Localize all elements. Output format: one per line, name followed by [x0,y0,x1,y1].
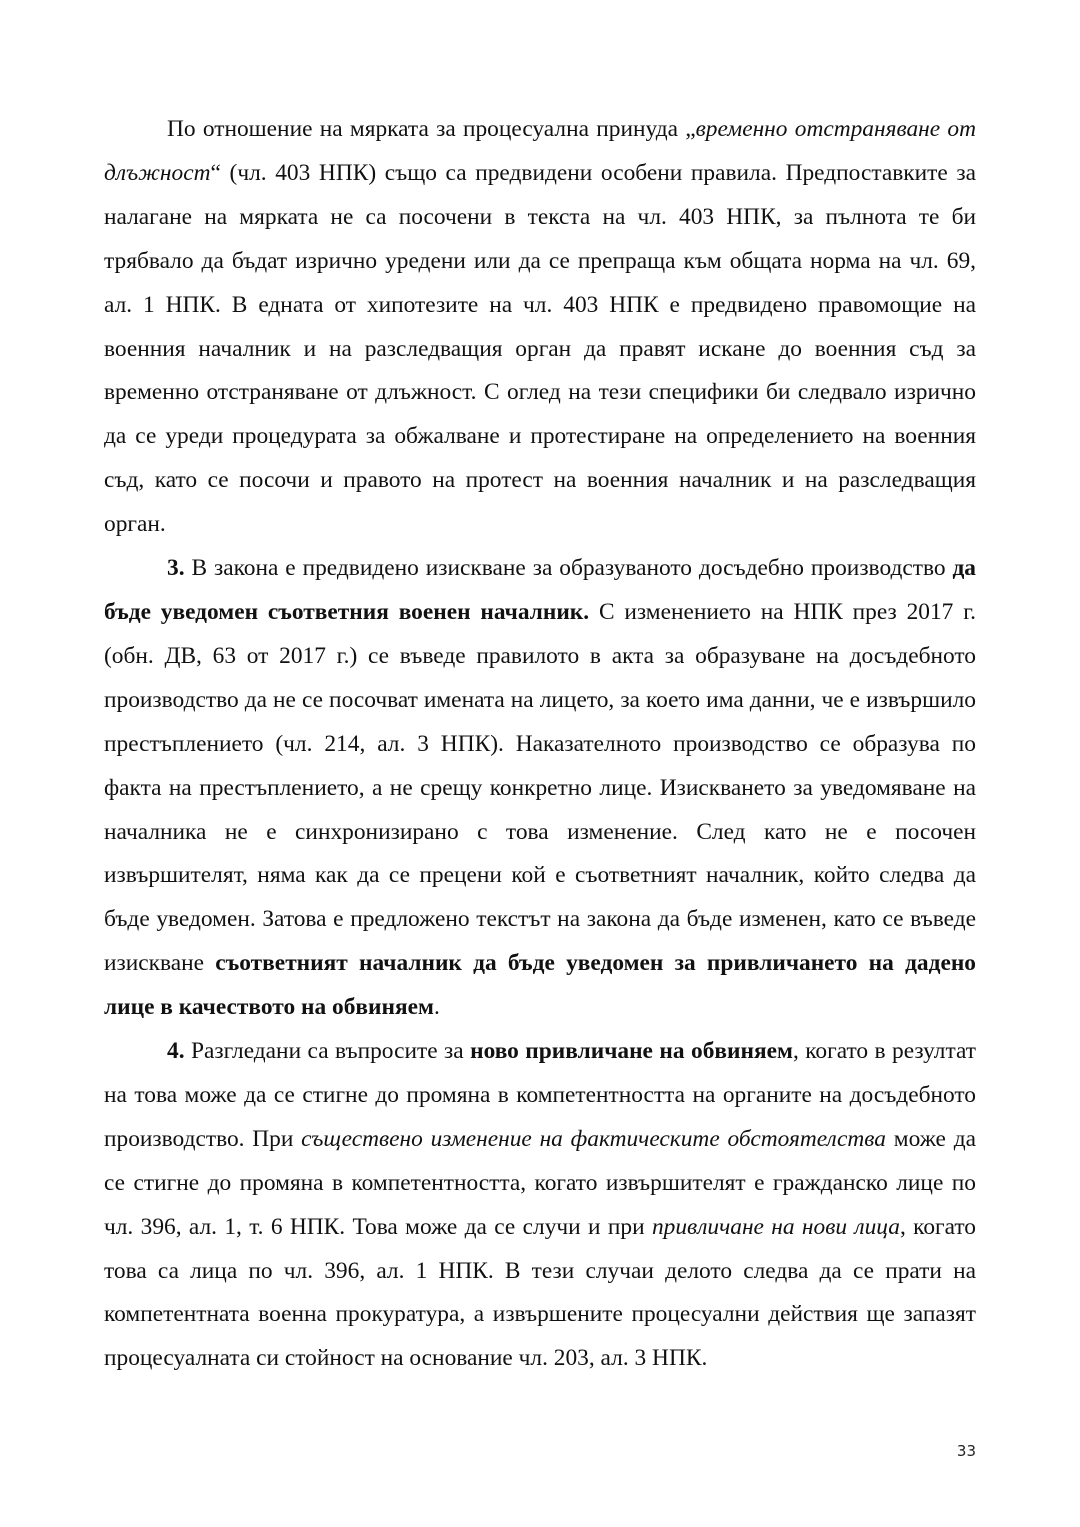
text: Разгледани са въпросите за [184,1038,471,1065]
bold-phrase: съответният началник да бъде уведомен за привличането на дадено лице в качеството на обвиняем [104,950,976,1021]
text: може да се стигне до промяна в компетентността, когато извършителят е гражданско лице по чл. 396, ал. 1, т. 6 НПК. Това може да се случи и при [104,1125,976,1240]
text: , когато в резултат на това може да се стигне до промяна в компетентността на органите на досъдебното производство. При [104,1038,976,1152]
text: . [433,994,440,1021]
bold-phrase: ново привличане на обвиняем [470,1038,793,1065]
text: “ (чл. 403 НПК) също са предвидени особени правила. Предпоставките за налагане на мярката не са посочени в текста на чл. 403 НПК, за пълнота те би трябвало да бъдат изрично уредени или да се препраща към общата норма на чл. 69, ал. 1 НПК. В едната от хипотезите на чл. 403 НПК е предвидено правомощие на военния началник и на разследващия орган да правят искане до военния съд за временно отстраняване от длъжност. С оглед на тези специфики би следвало изрично да се уреди процедурата за обжалване и протестиране на определението на военния съд, като се посочи и правото на протест на военния началник и на разследващия орган. [104,159,976,538]
bold-phrase: да бъде уведомен съответния военен началник. [104,555,976,625]
italic-term: временно отстраняване от длъжност [104,116,976,186]
paragraph-point-3 [104,547,976,1030]
text: С изменението на НПК през 2017 г. (обн. ДВ, 63 от 2017 г.) се въведе правилото в акта за образуване на досъдебното производство да не се посочват имената на лицето, за което има данни, че е извършило престъплението (чл. 214, ал. 3 НПК). Наказателното производство се образува по факта на престъплението, а не срещу конкретно лице. Изискването за уведомяване на началника не е синхронизирано с това изменение. След като не е посочен извършителят, няма как да се прецени кой е съответният началник, който следва да бъде уведомен. Затова е предложено текстът на закона да бъде изменен, като се въведе изискване [104,598,976,977]
text: В закона е предвидено изискване за образуваното досъдебно производство [184,555,953,582]
paragraph-point-4 [104,1030,976,1381]
point-number: 4. [167,1038,185,1065]
page-number: 33 [956,1442,976,1460]
text: , когато това са лица по чл. 396, ал. 1 НПК. В тези случаи делото следва да се прати на компетентната военна прокуратура, а извършените процесуални действия ще запазят процесуалната си стойност на основание чл. 203, ал. 3 НПК. [104,1213,977,1372]
paragraph-temporary-removal [104,108,976,547]
document-body [104,108,976,1381]
italic-term: съществено изменение на фактическите обстоятелства [301,1125,886,1152]
text: По отношение на мярката за процесуална принуда „ [167,116,696,142]
italic-term: привличане на нови лица [651,1213,900,1240]
point-number: 3. [167,555,185,582]
